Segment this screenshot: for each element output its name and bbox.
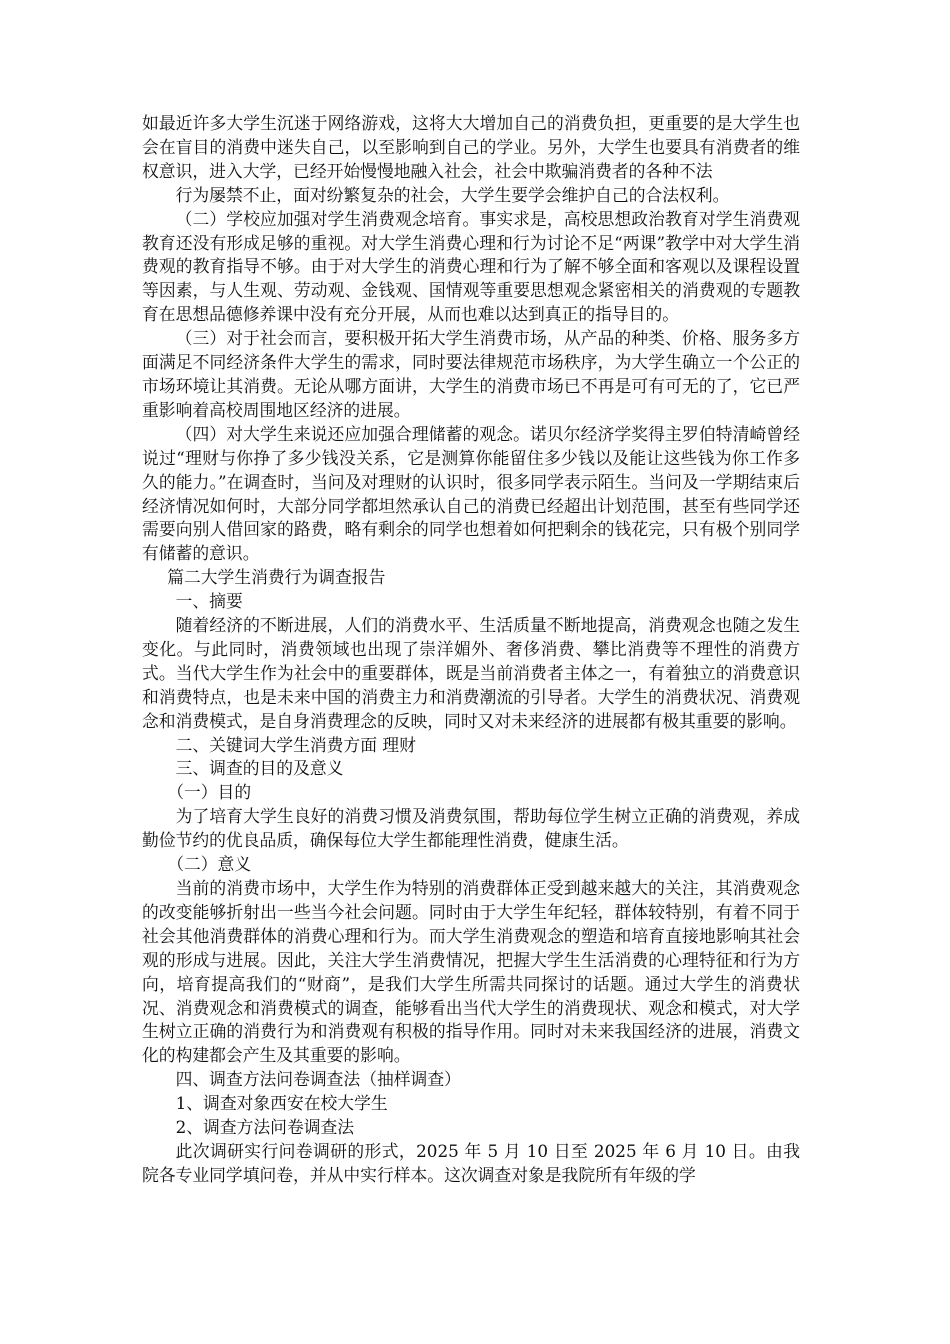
paragraph-significance: 当前的消费市场中，大学生作为特别的消费群体正受到越来越大的关注，其消费观念的改变能够折射出一些当今社会问题。同时由于大学生年纪轻，群体较特别，有着不同于社会其他消费群体的消费心理和行为。而大学生消费观念的塑造和培育直接地影响其社会观的形成与进展。因此，关注大学生消费情况，把握大学生生活消费的心理特征和行为方向，培育提高我们的“财商”，是我们大学生所需共同探讨的话题。通过大学生的消费状况、消费观念和消费模式的调查，能够看出当代大学生的消费现状、观念和模式，对大学生树立正确的消费行为和消费观有积极的指导作用。同时对未来我国经济的进展，消费文化的构建都会产生及其重要的影响。	[142, 878, 800, 1066]
paragraph-survey-details: 此次调研实行问卷调研的形式，2025 年 5 月 10 日至 2025 年 6 月 10 日。由我院各专业同学填问卷，并从中实行样本。这次调查对象是我院所有年级的学	[142, 1140, 800, 1185]
heading-article-2: 篇二大学生消费行为调查报告	[167, 567, 386, 588]
heading-keywords: 二、关键词大学生消费方面 理财	[175, 734, 416, 755]
paragraph-section-3: （三）对于社会而言，要积极开拓大学生消费市场，从产品的种类、价格、服务多方面满足不同经济条件大学生的需求，同时要法律规范市场秩序，为大学生确立一个公正的市场环境让其消费。无论从哪方面讲，大学生的消费市场已不再是可有可无的了，它已严重影响着高校周围地区经济的进展。	[142, 328, 800, 420]
item-survey-method: 2、调查方法问卷调查法	[175, 1117, 355, 1138]
paragraph-section-2: （二）学校应加强对学生消费观念培育。事实求是，高校思想政治教育对学生消费观教育还没有形成足够的重视。对大学生消费心理和行为讨论不足“两课”教学中对大学生消费观的教育指导不够。由于对大学生的消费心理和行为了解不够全面和客观以及课程设置等因素，与人生观、劳动观、金钱观、国情观等重要思想观念紧密相关的消费观的专题教育在思想品德修养课中没有充分开展，从而也难以达到真正的指导目的。	[142, 208, 800, 325]
paragraph-abstract: 随着经济的不断进展，人们的消费水平、生活质量不断地提高，消费观念也随之发生变化。与此同时，消费领域也出现了崇洋媚外、奢侈消费、攀比消费等不理性的消费方式。当代大学生作为社会中的重要群体，既是当前消费者主体之一，有着独立的消费意识和消费特点，也是未来中国的消费主力和消费潮流的引导者。大学生的消费状况、消费观念和消费模式，是自身消费理念的反映，同时又对未来经济的进展都有极其重要的影响。	[142, 615, 800, 731]
heading-abstract: 一、摘要	[175, 591, 243, 612]
document-page	[142, 112, 800, 1188]
heading-method: 四、调查方法问卷调查法（抽样调查）	[175, 1069, 461, 1090]
item-survey-target: 1、调查对象西安在校大学生	[175, 1093, 388, 1114]
heading-purpose: （一）目的	[167, 782, 252, 803]
paragraph-purpose: 为了培育大学生良好的消费习惯及消费氛围，帮助每位学生树立正确的消费观，养成勤俭节约的优良品质，确保每位大学生都能理性消费，健康生活。	[142, 806, 800, 851]
heading-purpose-significance: 三、调查的目的及意义	[175, 758, 344, 779]
paragraph-2: 行为屡禁不止，面对纷繁复杂的社会，大学生要学会维护自己的合法权利。	[175, 184, 730, 205]
heading-significance: （二）意义	[167, 854, 252, 875]
paragraph-section-4: （四）对大学生来说还应加强合理储蓄的观念。诺贝尔经济学奖得主罗伯特清崎曾经说过“理财与你挣了多少钱没关系，它是测算你能留住多少钱以及能让这些钱为你工作多久的能力。”在调查时，当问及对理财的认识时，很多同学表示陌生。当问及一学期结束后经济情况如何时，大部分同学都坦然承认自己的消费已经超出计划范围，甚至有些同学还需要向别人借回家的路费，略有剩余的同学也想着如何把剩余的钱花完，只有极个别同学有储蓄的意识。	[142, 423, 800, 564]
paragraph-1: 如最近许多大学生沉迷于网络游戏，这将大大增加自己的消费负担，更重要的是大学生也会在盲目的消费中迷失自己，以至影响到自己的学业。另外，大学生也要具有消费者的维权意识，进入大学，已经开始慢慢地融入社会，社会中欺骗消费者的各种不法	[142, 113, 800, 181]
